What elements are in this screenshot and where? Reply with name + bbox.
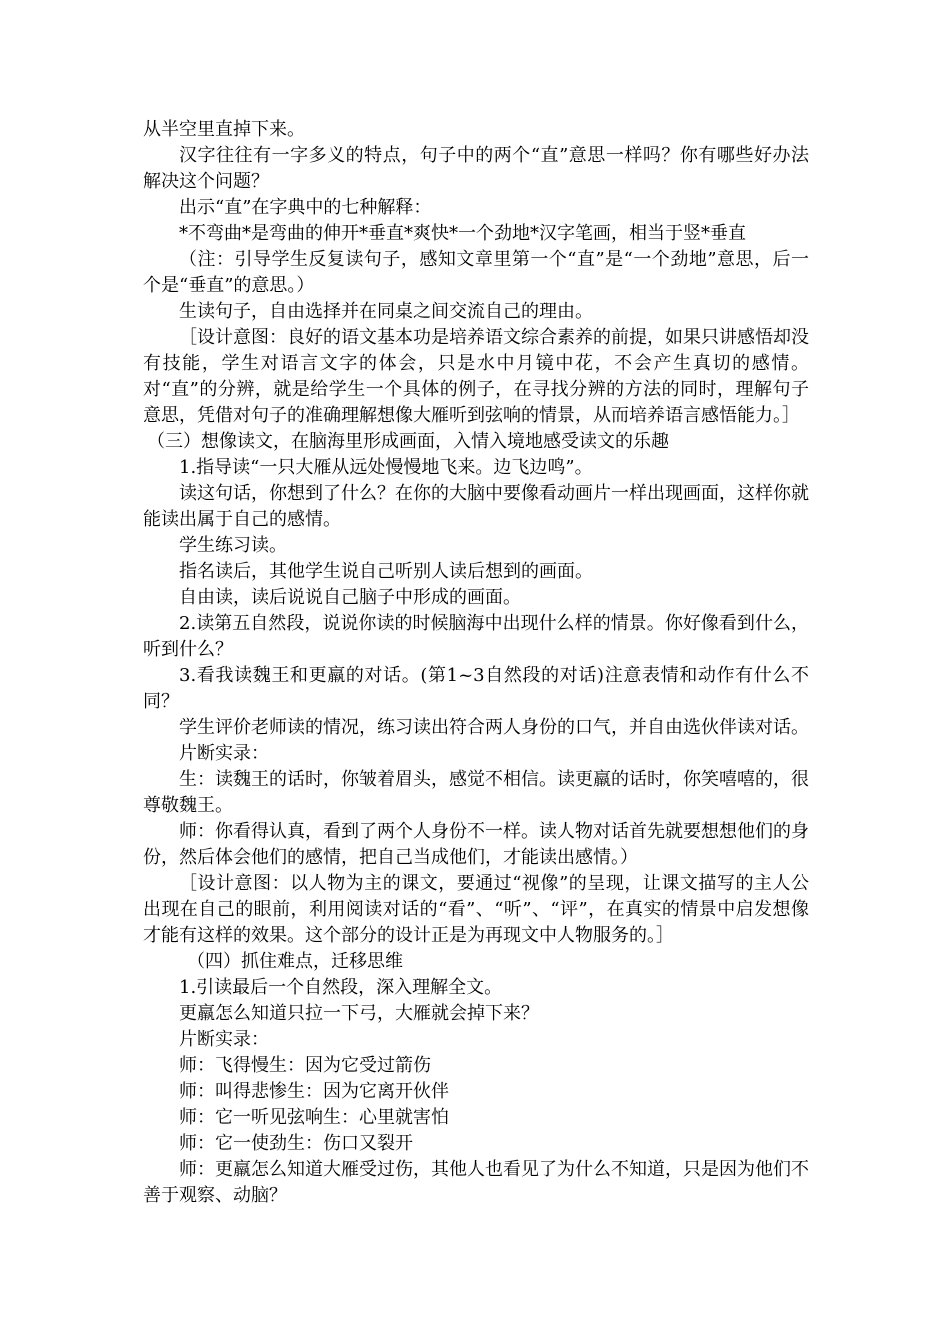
paragraph: 片断实录： bbox=[179, 743, 269, 764]
paragraph: 片断实录： bbox=[179, 1029, 269, 1050]
paragraph: 学生评价老师读的情况，练习读出符合两人身份的口气，并自由选伙伴读对话。 bbox=[179, 717, 809, 738]
design-intent-note: ［设计意图：以人物为主的课文，要通过“视像”的呈现，让课文描写的主人公出现在自己的眼前，利用阅读对话的“看”、“听”、“评”，在真实的情景中启发想像才能有这样的效果。这个部分的设计正是为再现文中人物服务的。］ bbox=[143, 873, 809, 946]
paragraph: 师：飞得慢生：因为它受过箭伤 bbox=[179, 1055, 431, 1076]
paragraph: 1.引读最后一个自然段，深入理解全文。 bbox=[179, 977, 503, 998]
paragraph: 师：它一听见弦响生：心里就害怕 bbox=[179, 1107, 449, 1128]
section-heading: （四）抓住难点，迁移思维 bbox=[187, 951, 403, 972]
paragraph: 从半空里直掉下来。 bbox=[143, 119, 305, 140]
paragraph: *不弯曲*是弯曲的伸开*垂直*爽快*一个劲地*汉字笔画，相当于竖*垂直 bbox=[179, 223, 746, 244]
paragraph: 指名读后，其他学生说自己听别人读后想到的画面。 bbox=[179, 561, 593, 582]
paragraph: 汉字往往有一字多义的特点，句子中的两个“直”意思一样吗？你有哪些好办法解决这个问题？ bbox=[143, 145, 809, 192]
paragraph: 学生练习读。 bbox=[179, 535, 287, 556]
paragraph: 3.看我读魏王和更羸的对话。(第1~3自然段的对话)注意表情和动作有什么不同？ bbox=[143, 665, 809, 712]
paragraph: （注：引导学生反复读句子，感知文章里第一个“直”是“一个劲地”意思，后一个是“垂直”的意思。） bbox=[143, 249, 809, 296]
paragraph: 自由读，读后说说自己脑子中形成的画面。 bbox=[179, 587, 521, 608]
paragraph: 更羸怎么知道只拉一下弓，大雁就会掉下来？ bbox=[179, 1003, 539, 1024]
design-intent-note: ［设计意图：良好的语文基本功是培养语文综合素养的前提，如果只讲感悟却没有技能，学生对语言文字的体会，只是水中月镜中花，不会产生真切的感情。对“直”的分辨，就是给学生一个具体的例子，在寻找分辨的方法的同时，理解句子意思，凭借对句子的准确理解想像大雁听到弦响的情景，从而培养语言感悟能力。］ bbox=[143, 327, 809, 426]
paragraph: 出示“直”在字典中的七种解释： bbox=[179, 197, 432, 218]
paragraph: 生读句子，自由选择并在同桌之间交流自己的理由。 bbox=[179, 301, 593, 322]
paragraph: 师：叫得悲惨生：因为它离开伙伴 bbox=[179, 1081, 449, 1102]
paragraph: 读这句话，你想到了什么？在你的大脑中要像看动画片一样出现画面，这样你就能读出属于自己的感情。 bbox=[143, 483, 809, 530]
paragraph: 师：你看得认真，看到了两个人身份不一样。读人物对话首先就要想想他们的身份，然后体会他们的感情，把自己当成他们，才能读出感情。） bbox=[143, 821, 809, 868]
document-page bbox=[143, 117, 809, 1209]
paragraph: 师：它一使劲生：伤口又裂开 bbox=[179, 1133, 413, 1154]
paragraph: 1.指导读“一只大雁从远处慢慢地飞来。边飞边鸣”。 bbox=[179, 457, 593, 478]
section-heading: （三）想像读文，在脑海里形成画面，入情入境地感受读文的乐趣 bbox=[147, 431, 669, 452]
paragraph: 师：更羸怎么知道大雁受过伤，其他人也看见了为什么不知道，只是因为他们不善于观察、动脑？ bbox=[143, 1159, 809, 1206]
paragraph: 2.读第五自然段，说说你读的时候脑海中出现什么样的情景。你好像看到什么，听到什么？ bbox=[143, 613, 809, 660]
paragraph: 生：读魏王的话时，你皱着眉头，感觉不相信。读更羸的话时，你笑嘻嘻的，很尊敬魏王。 bbox=[143, 769, 809, 816]
